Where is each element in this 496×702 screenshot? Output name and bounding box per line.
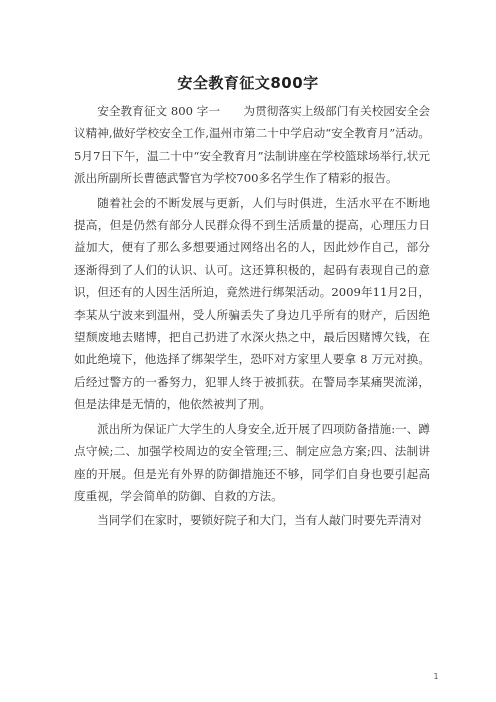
document-title: 安全教育征文800字 — [177, 74, 319, 92]
document-body — [74, 100, 430, 534]
page-number: 1 — [433, 672, 439, 681]
paragraph: 当同学们在家时，要锁好院子和大门，当有人敲门时要先弄清对 — [97, 513, 422, 528]
paragraph: 派出所为保证广大学生的人身安全,近开展了四项防备措施:一、蹲点守候;二、加强学校周边的安全管理;三、制定应急方案;四、法制讲座的开展。但是光有外界的防御措施还不够，同学们自身也要引起高度重视，学会简单的防御、自救的方法。 — [74, 421, 430, 503]
paragraph: 随着社会的不断发展与更新，人们与时俱进，生活水平在不断地提高，但是仍然有部分人民群众得不到生活质量的提高，心理压力日益加大，便有了那么多想要通过网络出名的人，因此炒作自己，部分逐渐得到了人们的认识、认可。这还算积极的，起码有表现自己的意识，但还有的人因生活所迫，竟然进行绑架活动。2009年11月2日，李某从宁波来到温州，受人所骗丢失了身边几乎所有的财产，后因绝望颓废地去赌博，把自己扔进了水深火热之中，最后因赌博欠钱，在如此绝境下，他选择了绑架学生，恐吓对方家里人要拿 8 万元对换。后经过警方的一番努力，犯罪人终于被抓获。在警局李某痛哭流涕，但是法律是无情的，他依然被判了刑。 — [74, 195, 430, 412]
paragraph: 安全教育征文 800 字一 为贯彻落实上级部门有关校园安全会议精神,做好学校安全工作,温州市第二十中学启动“安全教育月”活动。5月7日下午，温二十中“安全教育月”法制讲座在学校篮球场举行,状元派出所副所长曹德武警官为学校700多名学生作了精彩的报告。 — [74, 104, 430, 186]
